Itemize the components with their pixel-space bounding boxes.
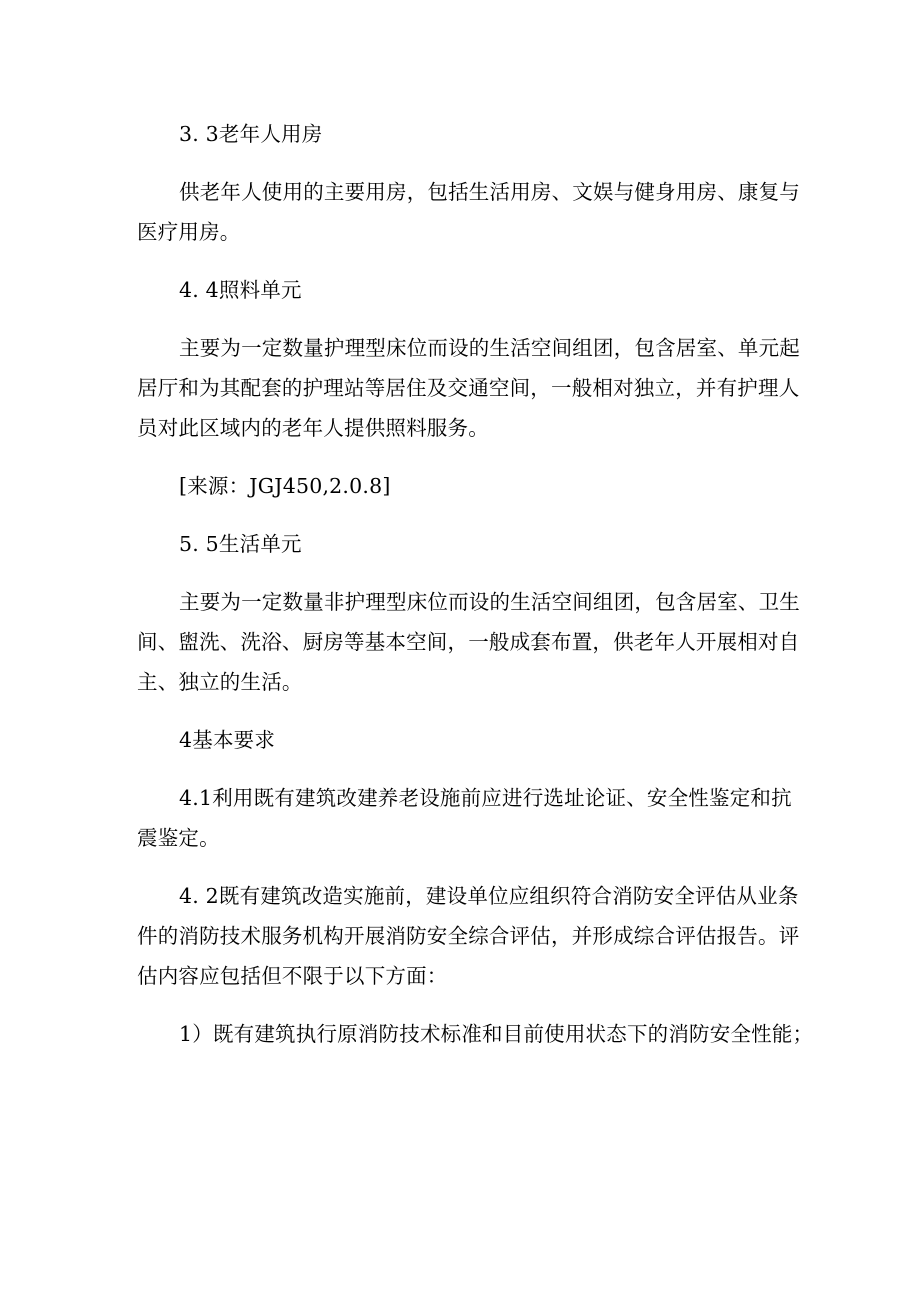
- paragraph-line: 3. 3老年人用房: [179, 122, 323, 146]
- paragraph-line: 主要为一定数量非护理型床位而设的生活空间组团，包含居室、卫生: [179, 590, 800, 614]
- paragraph-living-unit-definition: [137, 582, 800, 702]
- document-body: [137, 114, 814, 1054]
- paragraph-line: 件的消防技术服务机构开展消防安全综合评估，并形成综合评估报告。评: [137, 924, 800, 948]
- paragraph-4-2-fire-safety-assessment: [137, 876, 800, 996]
- paragraph-line: 4. 2既有建筑改造实施前，建设单位应组织符合消防安全评估从业条: [179, 884, 799, 908]
- paragraph-line: 供老年人使用的主要用房，包括生活用房、文娱与健身用房、康复与: [179, 180, 800, 204]
- paragraph-line: 医疗用房。: [137, 220, 241, 244]
- heading-5-5-living-unit: [137, 524, 787, 564]
- list-item-1-fire-performance: [137, 1014, 814, 1054]
- paragraph-line: 4.1利用既有建筑改建养老设施前应进行选址论证、安全性鉴定和抗: [179, 786, 792, 810]
- paragraph-care-unit-definition: [137, 328, 800, 448]
- paragraph-line: 员对此区域内的老年人提供照料服务。: [137, 416, 489, 440]
- paragraph-line: 估内容应包括但不限于以下方面：: [137, 964, 448, 988]
- paragraph-line: 4基本要求: [179, 728, 276, 752]
- paragraph-line: 主、独立的生活。: [137, 670, 303, 694]
- paragraph-line: 震鉴定。: [137, 826, 220, 850]
- source-citation: [137, 466, 787, 506]
- paragraph-line: 5. 5生活单元: [179, 532, 302, 556]
- paragraph-line: [来源：JGJ450,2.0.8]: [179, 474, 391, 498]
- paragraph-line: 间、盥洗、洗浴、厨房等基本空间，一般成套布置，供老年人开展相对自: [137, 630, 800, 654]
- heading-4-4-care-unit: [137, 270, 787, 310]
- heading-4-basic-requirements: [137, 720, 787, 760]
- paragraph-line: 4. 4照料单元: [179, 278, 302, 302]
- paragraph-elderly-rooms-definition: [137, 172, 800, 252]
- paragraph-4-1-site-assessment: [137, 778, 792, 858]
- paragraph-line: 居厅和为其配套的护理站等居住及交通空间，一般相对独立，并有护理人: [137, 376, 800, 400]
- paragraph-line: 1）既有建筑执行原消防技术标准和目前使用状态下的消防安全性能；: [179, 1022, 814, 1046]
- heading-3-3-elderly-rooms: [137, 114, 787, 154]
- paragraph-line: 主要为一定数量护理型床位而设的生活空间组团，包含居室、单元起: [179, 336, 800, 360]
